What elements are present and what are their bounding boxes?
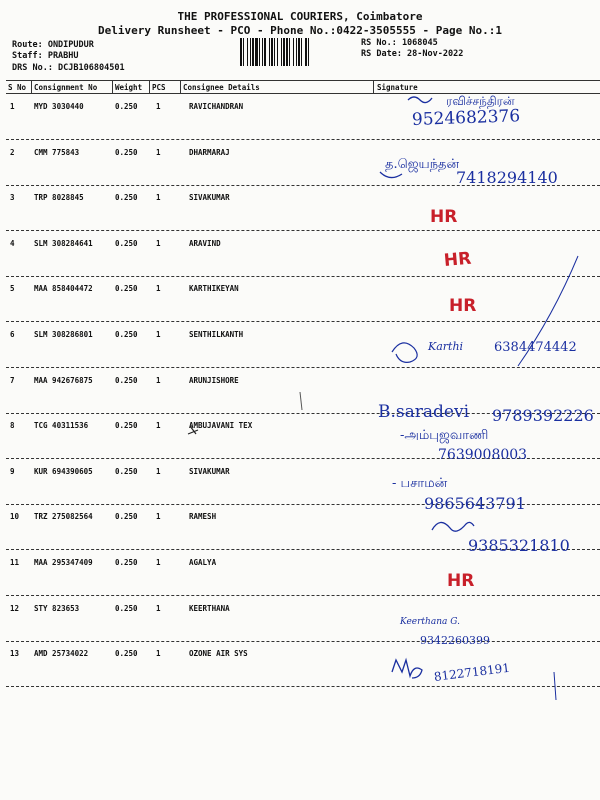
row-consignee: AMBUJAVANI TEX xyxy=(189,421,253,431)
row-weight: 0.250 xyxy=(115,102,138,111)
row-pcs: 1 xyxy=(156,421,161,431)
row-consignee: RAVICHANDRAN xyxy=(189,102,244,111)
row-weight: 0.250 xyxy=(115,284,138,294)
row-consignment-no: SLM 308286801 xyxy=(34,330,93,339)
signature-2-phone: 7418294140 xyxy=(456,168,558,187)
signature-6-phone: 6384474442 xyxy=(494,340,577,355)
row-consignee: SENTHILKANTH xyxy=(189,330,244,339)
row-pcs: 1 xyxy=(156,193,161,203)
row-sno: 12 xyxy=(10,603,20,613)
row-consignment-no: MYD 3030440 xyxy=(34,102,84,111)
staff-label: Staff: PRABHU xyxy=(12,51,79,61)
signature-12-name: Keerthana G. xyxy=(400,617,460,627)
row-pcs: 1 xyxy=(156,375,161,385)
row-consignee: KEERTHANA xyxy=(189,603,230,613)
row-weight: 0.250 xyxy=(115,649,138,659)
row-weight: 0.250 xyxy=(115,603,138,613)
row-sno: 8 xyxy=(10,421,15,431)
signature-12-phone: 9342260399 xyxy=(420,634,490,647)
row-pcs: 1 xyxy=(156,238,161,248)
runsheet-title: THE PROFESSIONAL COURIERS, Coimbatore xyxy=(177,10,423,23)
signature-8b-name: -அம்புஜவாணி xyxy=(400,428,489,443)
row-consignment-no: TRZ 275082564 xyxy=(34,512,93,522)
row-sno: 2 xyxy=(10,147,15,157)
row-pcs: 1 xyxy=(156,147,161,157)
row-consignment-no: CMM 775843 xyxy=(34,147,80,157)
column-header-consignee: Consignee Details xyxy=(183,83,260,92)
rs-date: RS Date: 28-Nov-2022 xyxy=(361,49,464,59)
row-consignment-no: TRP 8028845 xyxy=(34,193,84,203)
row-weight: 0.250 xyxy=(115,512,138,522)
row-consignment-no: SLM 308284641 xyxy=(34,238,93,248)
signature-13-phone: 8122718191 xyxy=(433,660,511,684)
row-pcs: 1 xyxy=(156,603,161,613)
row-consignment-no: TCG 40311536 xyxy=(34,421,89,431)
row-sno: 6 xyxy=(10,330,15,339)
row-consignee: ARAVIND xyxy=(189,238,221,248)
column-header-sno: S No xyxy=(8,83,27,92)
signature-9-phone: 9865643791 xyxy=(424,494,526,513)
row-consignee: SIVAKUMAR xyxy=(189,193,230,203)
runsheet-subtitle: Delivery Runsheet - PCO - Phone No.:0422-3505555 - Page No.:1 xyxy=(98,24,502,37)
drs-number: DRS No.: DCJB106804501 xyxy=(12,63,125,73)
row-weight: 0.250 xyxy=(115,193,138,203)
column-header-pcs: PCS xyxy=(152,83,166,92)
row-sno: 13 xyxy=(10,649,20,659)
row-pcs: 1 xyxy=(156,102,161,111)
signature-1-phone: 9524682376 xyxy=(411,106,521,130)
row-sno: 11 xyxy=(10,558,20,567)
row-weight: 0.250 xyxy=(115,238,138,248)
row-sno: 3 xyxy=(10,193,15,203)
row-consignee: OZONE AIR SYS xyxy=(189,649,248,659)
row-consignee: SIVAKUMAR xyxy=(189,466,230,476)
row-sno: 4 xyxy=(10,238,15,248)
signature-1-name: ரவிச்சந்திரன் xyxy=(446,94,515,108)
row-consignment-no: AMD 25734022 xyxy=(34,649,89,659)
row-weight: 0.250 xyxy=(115,466,138,476)
signature-4-hr: HR xyxy=(443,248,473,271)
row-pcs: 1 xyxy=(156,330,161,339)
rs-number: RS No.: 1068045 xyxy=(361,38,438,48)
row-consignee: DHARMARAJ xyxy=(189,147,230,157)
signature-6-name: Karthi xyxy=(428,340,464,353)
row-weight: 0.250 xyxy=(115,421,138,431)
row-sno: 5 xyxy=(10,284,15,294)
row-pcs: 1 xyxy=(156,558,161,567)
signature-11-hr: HR xyxy=(447,571,475,591)
row-weight: 0.250 xyxy=(115,375,138,385)
signature-8-phone: 9789392226 xyxy=(492,406,594,425)
row-consignee: ARUNJISHORE xyxy=(189,375,239,385)
row-consignment-no: MAA 942676875 xyxy=(34,375,93,385)
signature-2-name: த.ஜெயந்தன் xyxy=(385,157,460,172)
signature-5-hr: HR xyxy=(449,296,477,316)
row-sno: 9 xyxy=(10,466,15,476)
row-consignee: KARTHIKEYAN xyxy=(189,284,239,294)
row-pcs: 1 xyxy=(156,466,161,476)
row-sno: 1 xyxy=(10,102,15,111)
row-weight: 0.250 xyxy=(115,330,138,339)
signature-3-hr: HR xyxy=(430,207,458,227)
column-header-weight: Weight xyxy=(115,83,143,92)
row-consignee: AGALYA xyxy=(189,558,217,567)
row-pcs: 1 xyxy=(156,284,161,294)
column-header-consignment: Consignment No xyxy=(34,83,98,92)
signature-8-name: B.saradevi xyxy=(378,402,470,422)
route-label: Route: ONDIPUDUR xyxy=(12,40,94,50)
row-consignment-no: MAA 295347409 xyxy=(34,558,93,567)
row-consignment-no: KUR 694390605 xyxy=(34,466,93,476)
row-weight: 0.250 xyxy=(115,558,138,567)
row-sno: 7 xyxy=(10,375,15,385)
row-weight: 0.250 xyxy=(115,147,138,157)
signature-9-name: - பசாமன் xyxy=(392,476,448,491)
row-pcs: 1 xyxy=(156,512,161,522)
signature-8b-phone: 7639008003 xyxy=(438,447,528,463)
row-consignment-no: MAA 858404472 xyxy=(34,284,93,294)
column-header-signature: Signature xyxy=(377,83,418,92)
row-sno: 10 xyxy=(10,512,20,522)
row-consignee: RAMESH xyxy=(189,512,217,522)
signature-10-phone: 9385321810 xyxy=(468,536,570,555)
row-pcs: 1 xyxy=(156,649,161,659)
row-consignment-no: STY 823653 xyxy=(34,603,80,613)
